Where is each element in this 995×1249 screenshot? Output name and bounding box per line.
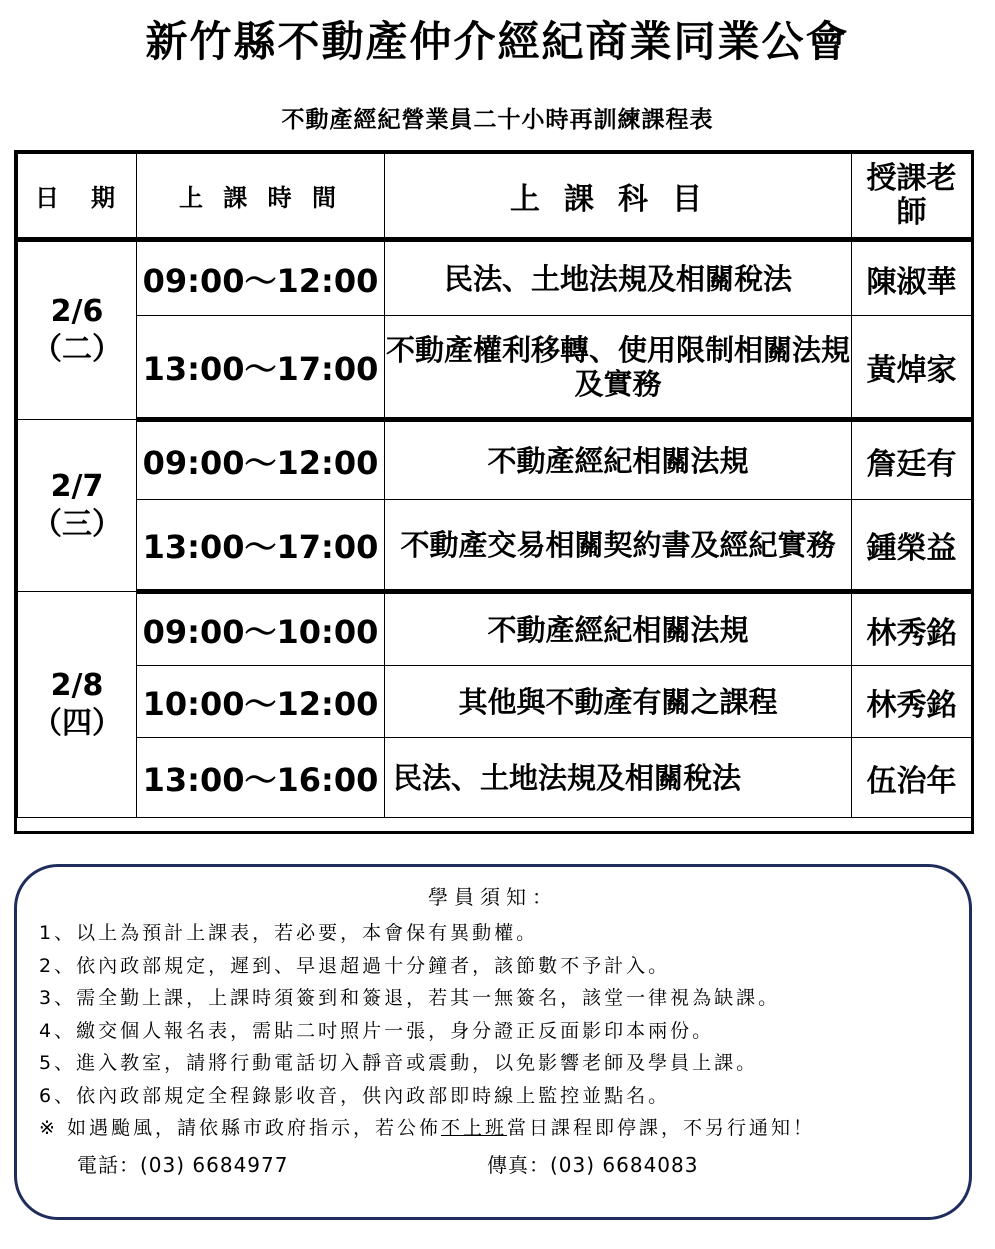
weekday-label: （二） <box>32 331 122 367</box>
typhoon-notice <box>39 1112 959 1145</box>
list-item: 3、需全勤上課，上課時須簽到和簽退，若其一無簽名，該堂一律視為缺課。 <box>39 987 781 1009</box>
list-item: 4、繳交個人報名表，需貼二吋照片一張，身分證正反面影印本兩份。 <box>39 1019 715 1042</box>
header-date: 日 期 <box>18 154 137 240</box>
teacher-cell: 詹廷有 <box>852 420 972 500</box>
weekday-label: （四） <box>32 705 122 741</box>
time-cell: 13:00～17:00 <box>137 500 385 592</box>
phone-number: 電話：(03) 6684977 <box>77 1153 289 1177</box>
teacher-cell: 黃焯家 <box>852 316 972 420</box>
notice-title: 學員須知： <box>428 885 558 909</box>
time-cell: 09:00～12:00 <box>137 240 385 316</box>
course-cell: 不動產權利移轉、使用限制相關法規及實務 <box>385 316 852 420</box>
table-row <box>18 316 972 420</box>
header-teacher: 授課老師 <box>852 154 972 240</box>
list-item: 1、以上為預計上課表，若必要，本會保有異動權。 <box>39 922 539 944</box>
course-cell: 其他與不動產有關之課程 <box>385 666 852 738</box>
teacher-cell: 林秀銘 <box>852 666 972 738</box>
schedule-table <box>17 153 972 818</box>
course-cell: 不動產經紀相關法規 <box>385 592 852 666</box>
page-title: 新竹縣不動產仲介經紀商業同業公會 <box>145 17 850 66</box>
table-row <box>18 666 972 738</box>
header-subject: 上課科目 <box>385 154 852 240</box>
typhoon-prefix: ※ 如遇颱風，請依縣市政府指示，若公佈 <box>39 1117 441 1139</box>
schedule-table-frame <box>14 150 974 834</box>
list-item: 2、依內政部規定，遲到、早退超過十分鐘者，該節數不予計入。 <box>39 954 671 977</box>
time-cell: 10:00～12:00 <box>137 666 385 738</box>
date-cell <box>18 420 137 592</box>
date-cell <box>18 592 137 818</box>
table-row <box>18 738 972 818</box>
date-label: 2/7 <box>50 468 104 504</box>
date-label: 2/6 <box>50 293 104 329</box>
date-cell <box>18 240 137 420</box>
list-item: 5、進入教室，請將行動電話切入靜音或震動，以免影響老師及學員上課。 <box>39 1052 759 1074</box>
weekday-label: （三） <box>32 506 122 542</box>
time-cell: 13:00～17:00 <box>137 316 385 420</box>
table-header-row <box>18 154 972 240</box>
teacher-cell: 陳淑華 <box>852 240 972 316</box>
teacher-cell: 鍾榮益 <box>852 500 972 592</box>
date-label: 2/8 <box>50 667 104 703</box>
table-row <box>18 500 972 592</box>
time-cell: 09:00～10:00 <box>137 592 385 666</box>
header-time: 上 課 時 間 <box>137 154 385 240</box>
teacher-cell: 伍治年 <box>852 738 972 818</box>
list-item: 6、依內政部規定全程錄影收音，供內政部即時線上監控並點名。 <box>39 1084 671 1107</box>
table-row <box>18 240 972 316</box>
course-cell: 民法、土地法規及相關稅法 <box>385 738 852 818</box>
typhoon-underlined: 不上班 <box>440 1117 507 1139</box>
table-row <box>18 592 972 666</box>
notice-list <box>39 917 959 1145</box>
table-row <box>18 420 972 500</box>
course-cell: 不動產經紀相關法規 <box>385 420 852 500</box>
notice-box <box>14 864 972 1220</box>
teacher-cell: 林秀銘 <box>852 592 972 666</box>
page-subtitle: 不動產經紀營業員二十小時再訓練課程表 <box>281 107 714 133</box>
course-cell: 不動產交易相關契約書及經紀實務 <box>385 500 852 592</box>
contact-line <box>77 1149 698 1178</box>
fax-number: 傳真：(03) 6684083 <box>487 1153 699 1177</box>
time-cell: 13:00～16:00 <box>137 738 385 818</box>
course-cell: 民法、土地法規及相關稅法 <box>385 240 852 316</box>
time-cell: 09:00～12:00 <box>137 420 385 500</box>
typhoon-suffix: 當日課程即停課，不另行通知！ <box>506 1117 815 1139</box>
